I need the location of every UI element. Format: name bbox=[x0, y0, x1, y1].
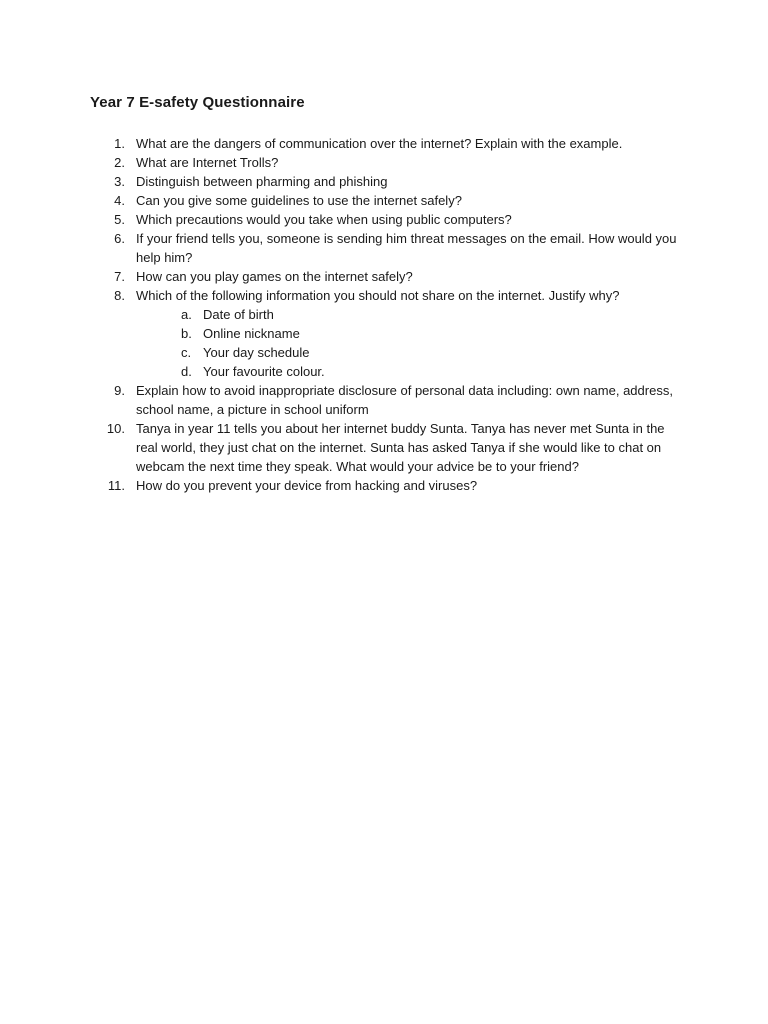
question-number: 3. bbox=[114, 174, 125, 189]
document-title: Year 7 E-safety Questionnaire bbox=[90, 94, 305, 111]
question-number: 1. bbox=[114, 136, 125, 151]
question-text: Tanya in year 11 tells you about her internet buddy Sunta. Tanya has never met Sunta in the real world, they just chat on the internet. Sunta has asked Tanya if she would like to chat on webcam the next time they speak. What would your advice be to your friend? bbox=[136, 421, 665, 474]
question-number: 9. bbox=[114, 383, 125, 398]
question-text: How can you play games on the internet safely? bbox=[136, 269, 413, 284]
option-text: Date of birth bbox=[203, 307, 274, 322]
question-text: What are the dangers of communication over the internet? Explain with the example. bbox=[136, 136, 623, 151]
question-item-5 bbox=[0, 210, 684, 229]
question-text: Which precautions would you take when using public computers? bbox=[136, 212, 512, 227]
question-number: 7. bbox=[114, 269, 125, 284]
question-item-10 bbox=[0, 419, 684, 476]
question-list bbox=[0, 134, 768, 495]
option-letter: a. bbox=[181, 307, 192, 322]
option-item-c bbox=[136, 343, 684, 362]
question-text: How do you prevent your device from hacking and viruses? bbox=[136, 478, 478, 493]
option-letter: c. bbox=[181, 345, 192, 360]
question-number: 8. bbox=[114, 288, 125, 303]
question-item-6 bbox=[0, 229, 684, 267]
question-item-7 bbox=[0, 267, 684, 286]
question-item-9 bbox=[0, 381, 684, 419]
option-text: Your day schedule bbox=[203, 345, 310, 360]
question-text: Distinguish between pharming and phishing bbox=[136, 174, 388, 189]
question-number: 4. bbox=[114, 193, 125, 208]
question-item-4 bbox=[0, 191, 684, 210]
question-number: 2. bbox=[114, 155, 125, 170]
option-list bbox=[136, 305, 684, 381]
question-item-11 bbox=[0, 476, 684, 495]
question-text: What are Internet Trolls? bbox=[136, 155, 279, 170]
option-item-b bbox=[136, 324, 684, 343]
option-text: Online nickname bbox=[203, 326, 300, 341]
option-letter: b. bbox=[181, 326, 192, 341]
question-number: 6. bbox=[114, 231, 125, 246]
question-number: 5. bbox=[114, 212, 125, 227]
question-item-3 bbox=[0, 172, 684, 191]
question-number: 10. bbox=[106, 421, 125, 436]
option-item-a bbox=[136, 305, 684, 324]
question-item-8 bbox=[0, 286, 684, 381]
option-text: Your favourite colour. bbox=[203, 364, 325, 379]
question-text: Can you give some guidelines to use the internet safely? bbox=[136, 193, 462, 208]
option-item-d bbox=[136, 362, 684, 381]
option-letter: d. bbox=[181, 364, 192, 379]
question-number: 11. bbox=[107, 478, 125, 493]
question-item-1 bbox=[0, 134, 684, 153]
question-text: Explain how to avoid inappropriate disclosure of personal data including: own name, address, school name, a picture in school uniform bbox=[136, 383, 673, 417]
question-item-2 bbox=[0, 153, 684, 172]
question-text: If your friend tells you, someone is sending him threat messages on the email. How would you help him? bbox=[136, 231, 677, 265]
question-text: Which of the following information you should not share on the internet. Justify why? bbox=[136, 288, 620, 303]
